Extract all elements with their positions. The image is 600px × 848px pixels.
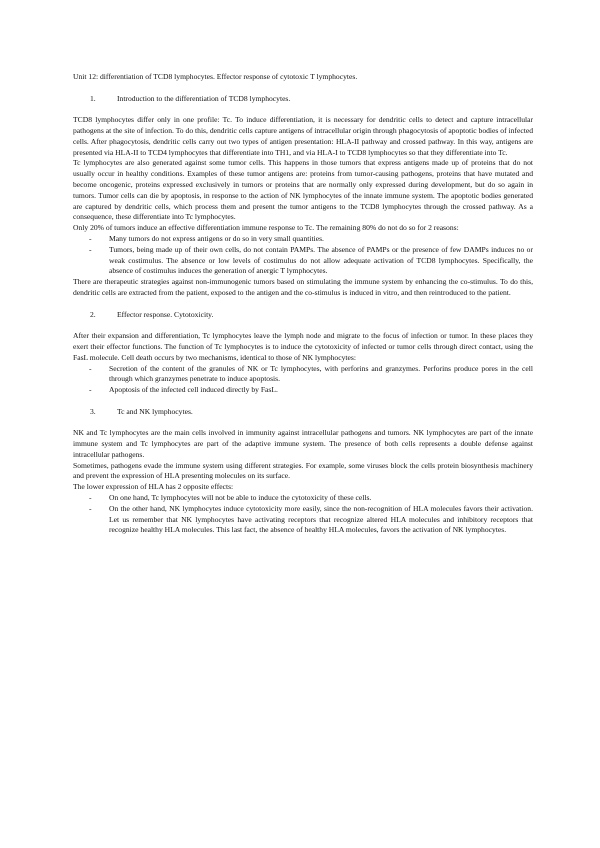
section-1-heading: [73, 94, 533, 105]
list-item: [73, 504, 533, 536]
list-item: [73, 493, 533, 504]
paragraph: Only 20% of tumors induce an effective differentiation immune response to Tc. The remaining 80% do not do so for 2 reasons:: [73, 223, 459, 233]
paragraph: The lower expression of HLA has 2 opposite effects:: [73, 482, 234, 492]
list-item-text: Secretion of the content of the granules of NK or Tc lymphocytes, with perforins and granzymes. Perforins produce pores in the cell through which granzymes penetrate to induce apoptosis.: [109, 363, 533, 384]
list-item-text: Apoptosis of the infected cell induced directly by FasL.: [109, 385, 278, 395]
section-number: 2.: [90, 309, 96, 319]
paragraph: There are therapeutic strategies against non-immunogenic tumors based on stimulating the immune system by enhancing the co-stimulus. To do this, dendritic cells are extracted from the patient, exposed to the antigen and the co-stimulus is induced in vitro, and then reintroduced to the patient.: [73, 277, 533, 297]
list-item-text: Tumors, being made up of their own cells, do not contain PAMPs. The absence of PAMPs or the presence of few DAMPs induces no or weak costimulus. The absence or low levels of costimulus do not allow adequate activation of TCD8 lymphocytes. Specifically, the absence of costimulus induces the generation of anergic T lymphocytes.: [109, 244, 533, 276]
section-title: Tc and NK lymphocytes.: [117, 406, 193, 416]
list-item-text: On one hand, Tc lymphocytes will not be able to induce the cytotoxicity of these cells.: [109, 493, 372, 503]
dash-bullet-icon: -: [89, 493, 92, 503]
paragraph: TCD8 lymphocytes differ only in one profile: Tc. To induce differentiation, it is necessary for dendritic cells to detect and capture intracellular pathogens at the site of infection. To do this, dendritic cells capture antigens of intracellular origin through phagocytosis of apoptotic bodies of infected cells. After phagocytosis, dendritic cells carry out two types of antigen presentation: HLA-II pathway and crossed pathway. In this way, antigens are presented via HLA-II to TCD4 lymphocytes that differentiate into TH1, and via HLA-I to TCD8 lymphocytes so that they differentiate into Tc.: [73, 115, 533, 157]
section-title: Effector response. Cytotoxicity.: [117, 309, 214, 319]
section-3-heading: [73, 407, 533, 418]
dash-bullet-icon: -: [89, 244, 92, 254]
dash-bullet-icon: -: [89, 385, 92, 395]
bullet-list: [73, 364, 533, 396]
dash-bullet-icon: -: [89, 363, 92, 373]
section-number: 1.: [90, 93, 96, 103]
list-item: [73, 245, 533, 277]
document-body: [73, 72, 533, 536]
paragraph: After their expansion and differentiation, Tc lymphocytes leave the lymph node and migrate to the focus of infection or tumor. In these places they exert their effector functions. The function of Tc lymphocytes is to induce the cytotoxicity of infected or tumor cells through direct contact, using the FasL molecule. Cell death occurs by two mechanisms, identical to those of NK lymphocytes:: [73, 331, 533, 362]
bullet-list: [73, 493, 533, 536]
dash-bullet-icon: -: [89, 503, 92, 513]
paragraph: NK and Tc lymphocytes are the main cells involved in immunity against intracellular pathogens and tumors. NK lymphocytes are part of the innate immune system and Tc lymphocytes are part of the adaptive immune system. The presence of both cells represents a double defense against intracellular pathogens.: [73, 428, 533, 459]
section-number: 3.: [90, 406, 96, 416]
section-title: Introduction to the differentiation of TCD8 lymphocytes.: [117, 93, 291, 103]
list-item-text: On the other hand, NK lymphocytes induce cytotoxicity more easily, since the non-recognition of HLA molecules favors their activation. Let us remember that NK lymphocytes have activating receptors that recognize altered HLA molecules and inhibitory receptors that recognize healthy HLA molecules. This last fact, the absence of healthy HLA molecules, favors the activation of NK lymphocytes.: [109, 503, 533, 535]
paragraph: Sometimes, pathogens evade the immune system using different strategies. For example, some viruses block the cells protein biosynthesis machinery and prevent the expression of HLA presenting molecules on its surface.: [73, 460, 533, 481]
paragraph: Tc lymphocytes are also generated against some tumor cells. This happens in those tumors that express antigens made up of proteins that do not usually occur in healthy conditions. Examples of these tumor antigens are: proteins from tumor-causing pathogens, proteins that have mutated and become oncogenic, proteins expressed exclusively in tumors or proteins that are normally only expressed during development, but do so again in tumors. Tumor cells can die by apoptosis, in response to the action of NK lymphocytes of the innate immune system. The apoptotic bodies generated are captured by dendritic cells, which process them and present the tumor antigens to the TCD8 lymphocytes through the crossed pathway. As a consequence, these differentiate into Tc lymphocytes.: [73, 158, 533, 222]
bullet-list: [73, 234, 533, 277]
list-item: [73, 364, 533, 386]
dash-bullet-icon: -: [89, 233, 92, 243]
list-item-text: Many tumors do not express antigens or do so in very small quantities.: [109, 233, 324, 243]
section-2-heading: [73, 310, 533, 321]
list-item: [73, 234, 533, 245]
document-title: Unit 12: differentiation of TCD8 lymphocytes. Effector response of cytotoxic T lymphocytes.: [73, 72, 358, 81]
list-item: [73, 385, 533, 396]
